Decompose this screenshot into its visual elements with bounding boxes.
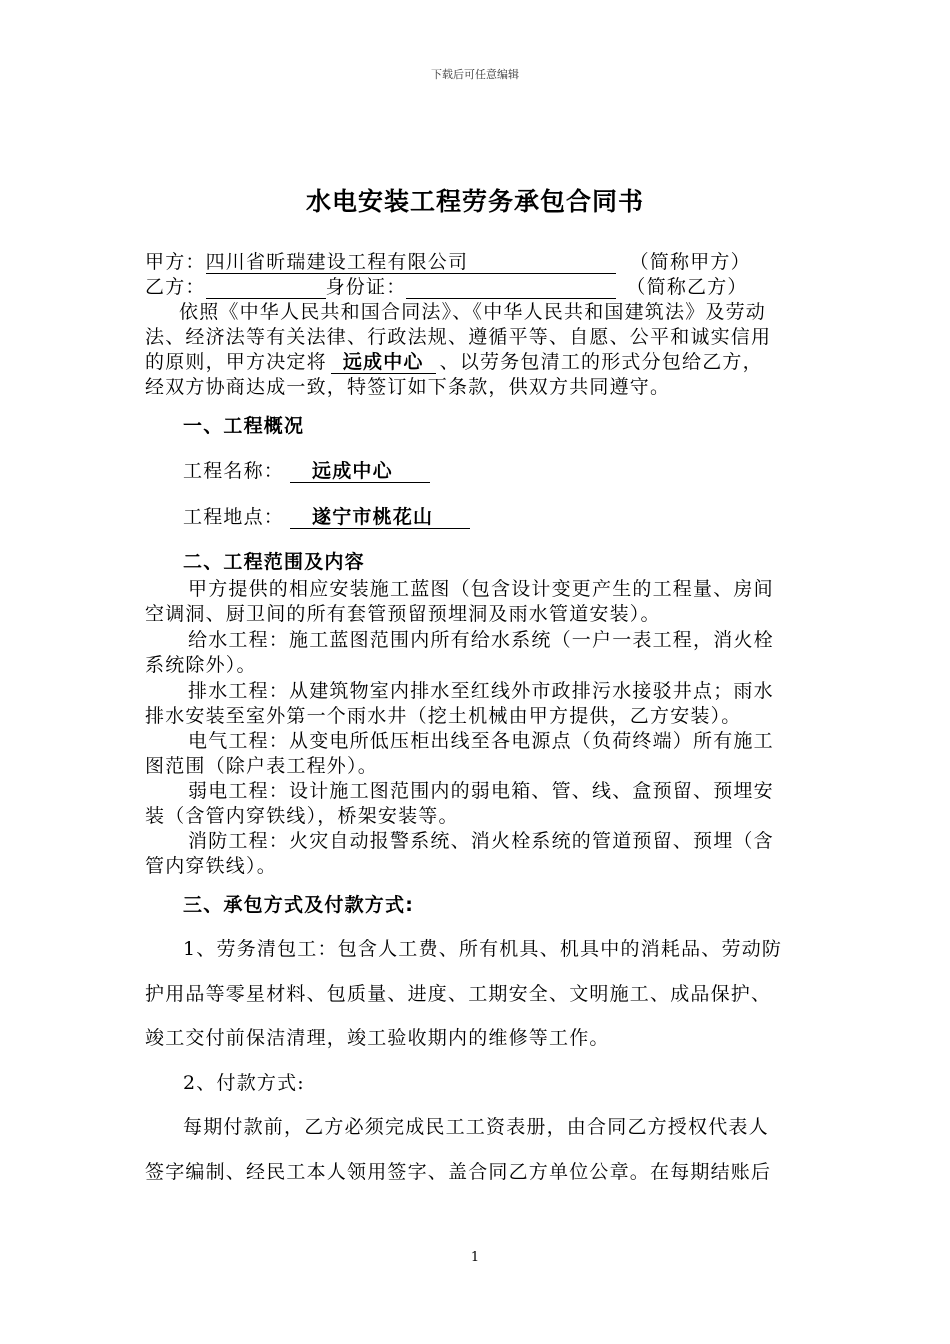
project-name-line: [183, 459, 783, 483]
party-a-name-field: [206, 251, 616, 274]
intro-line-1: 依照《中华人民共和国合同法》、《中华人民共和国建筑法》及劳动: [179, 301, 767, 323]
payment-line: 护用品等零星材料、包质量、进度、工期安全、文明施工、成品保护、: [145, 983, 772, 1005]
intro-line-2: 法、经济法等有关法律、行政法规、遵循平等、自愿、公平和诚实信用: [145, 326, 772, 348]
party-b-suffix: （简称乙方）: [626, 276, 748, 298]
project-name-label: 工程名称：: [183, 460, 285, 482]
scope-line: 电气工程：从变电所低压柜出线至各电源点（负荷终端）所有施工: [188, 730, 774, 752]
party-a-label: 甲方：: [145, 251, 206, 273]
document-title: 水电安装工程劳务承包合同书: [305, 187, 644, 216]
scope-line: 弱电工程：设计施工图范围内的弱电箱、管、线、盒预留、预埋安: [188, 780, 774, 802]
page-number: 1: [470, 1250, 480, 1265]
scope-line: 甲方提供的相应安装施工蓝图（包含设计变更产生的工程量、房间: [188, 578, 774, 600]
payment-line: 签字编制、经民工本人领用签字、盖合同乙方单位公章。在每期结账后: [145, 1161, 772, 1183]
scope-line: 给水工程：施工蓝图范围内所有给水系统（一户一表工程，消火栓: [188, 629, 774, 651]
party-b-id-label: 身份证：: [325, 276, 407, 298]
party-a-suffix: （简称甲方）: [629, 251, 751, 273]
payment-line: 竣工交付前保洁清理，竣工验收期内的维修等工作。: [145, 1027, 610, 1049]
scope-line: 图范围（除户表工程外）。: [145, 755, 378, 777]
scope-line: 排水安装至室外第一个雨水井（挖土机械由甲方提供，乙方安装）。: [145, 705, 742, 727]
project-site-label: 工程地点：: [183, 506, 285, 528]
intro-project-name: 远成中心: [331, 351, 436, 374]
header-note: 下载后可任意编辑: [431, 68, 519, 81]
payment-line: 每期付款前，乙方必须完成民工工资表册，由合同乙方授权代表人: [183, 1116, 769, 1138]
party-b-id-field: [406, 276, 616, 299]
section-3-heading: 三、承包方式及付款方式:: [183, 894, 414, 916]
intro-line-3-pre: 的原则，甲方决定将: [145, 351, 327, 373]
scope-line: 系统除外）。: [145, 654, 257, 676]
scope-line: 消防工程：火灾自动报警系统、消火栓系统的管道预留、预埋（含: [188, 830, 774, 852]
intro-line-3-post: 、以劳务包清工的形式分包给乙方，: [439, 351, 763, 373]
party-b-line: [145, 275, 857, 299]
party-a-name: 四川省昕瑞建设工程有限公司: [205, 251, 469, 273]
party-b-label: 乙方：: [145, 276, 206, 298]
project-site-line: [183, 505, 783, 529]
project-name-value: 远成中心: [290, 460, 430, 483]
project-site-value: 遂宁市桃花山: [290, 506, 470, 529]
payment-line: 2、付款方式:: [183, 1072, 305, 1094]
scope-line: 装（含管内穿铁线），桥架安装等。: [145, 805, 459, 827]
scope-line: 管内穿铁线）。: [145, 855, 277, 877]
party-a-line: [145, 250, 857, 274]
section-1-heading: 一、工程概况: [183, 415, 305, 437]
section-2-heading: 二、工程范围及内容: [183, 551, 365, 573]
party-b-name-field: [206, 276, 326, 299]
payment-line: 1、劳务清包工：包含人工费、所有机具、机具中的消耗品、劳动防: [183, 938, 783, 960]
scope-line: 空调洞、厨卫间的所有套管预留预埋洞及雨水管道安装）。: [145, 603, 661, 625]
scope-line: 排水工程：从建筑物室内排水至红线外市政排污水接驳井点；雨水: [188, 680, 774, 702]
intro-line-4: 经双方协商达成一致，特签订如下条款，供双方共同遵守。: [145, 376, 671, 398]
intro-line-3: [145, 350, 857, 374]
